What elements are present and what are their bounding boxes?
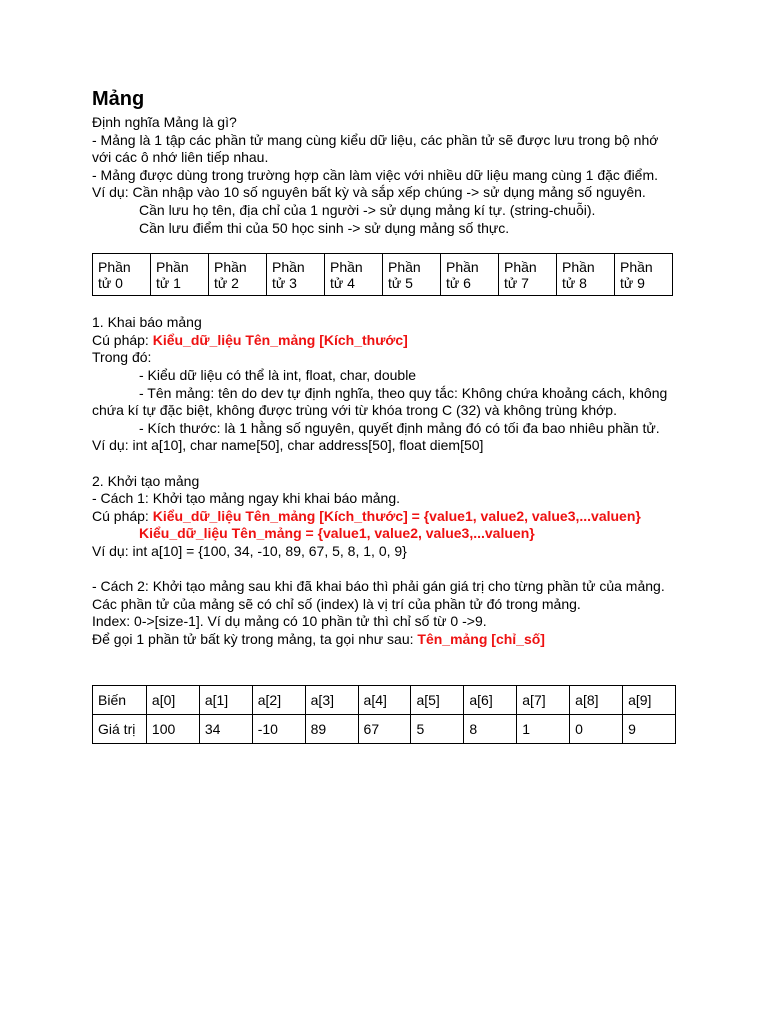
section2-way2: - Cách 2: Khởi tạo mảng sau khi đã khai báo thì phải gán giá trị cho từng phần tử của mảng. [92, 578, 665, 595]
value-cell: 89 [305, 715, 358, 744]
element-cell: Phần tử 8 [557, 254, 615, 296]
element-cell: Phần tử 4 [325, 254, 383, 296]
intro-indented-line: Cần lưu điểm thi của 50 học sinh -> sử dụng mảng số thực. [139, 219, 510, 236]
intro-line: Ví dụ: Cần nhập vào 10 số nguyên bất kỳ và sắp xếp chúng -> sử dụng mảng số nguyên. [92, 184, 646, 201]
section2-heading: 2. Khởi tạo mảng [92, 472, 200, 489]
name-cell: a[0] [146, 686, 199, 715]
section1-heading: 1. Khai báo mảng [92, 314, 202, 331]
section1-bullet: - Kích thước: là 1 hằng số nguyên, quyết định mảng đó có tối đa bao nhiêu phần tử. [139, 419, 660, 436]
section1-bullet: - Kiểu dữ liệu có thể là int, float, char, double [139, 366, 417, 383]
element-cell: Phần tử 2 [209, 254, 267, 296]
section2-syntax-alt [92, 525, 692, 543]
section2-index-line: Các phần tử của mảng sẽ có chỉ số (index) là vị trí của phần tử đó trong mảng. [92, 595, 581, 612]
name-cell: a[6] [464, 686, 517, 715]
document-page [92, 86, 692, 744]
element-cell: Phần tử 3 [267, 254, 325, 296]
intro-line: Định nghĩa Mảng là gì? [92, 114, 237, 130]
value-cell: -10 [252, 715, 305, 744]
value-cell: 1 [517, 715, 570, 744]
section1-where: Trong đó: [92, 349, 152, 366]
element-table-row [93, 254, 673, 296]
name-cell: a[1] [199, 686, 252, 715]
element-cell: Phần tử 1 [151, 254, 209, 296]
name-cell: a[8] [570, 686, 623, 715]
syntax-highlight: Kiểu_dữ_liệu Tên_mảng [Kích_thước] = {value1, value2, value3,...valuen} [152, 507, 641, 524]
section2-way1: - Cách 1: Khởi tạo mảng ngay khi khai báo mảng. [92, 490, 401, 507]
syntax-highlight: Kiểu_dữ_liệu Tên_mảng [Kích_thước] [152, 331, 408, 348]
element-cell: Phần tử 6 [441, 254, 499, 296]
intro-line: với các ô nhớ liên tiếp nhau. [92, 149, 269, 166]
value-table-row-values [93, 715, 676, 744]
value-cell: 34 [199, 715, 252, 744]
value-table-row-names [93, 686, 676, 715]
row-header: Biến [93, 686, 147, 715]
element-cell: Phần tử 9 [615, 254, 673, 296]
section2-index-range: Index: 0->[size-1]. Ví dụ mảng có 10 phần tử thì chỉ số từ 0 ->9. [92, 613, 487, 630]
value-cell: 67 [358, 715, 411, 744]
name-cell: a[2] [252, 686, 305, 715]
element-cell: Phần tử 0 [93, 254, 151, 296]
intro-line: - Mảng là 1 tập các phần tử mang cùng kiểu dữ liệu, các phần tử sẽ được lưu trong bộ nhớ [92, 131, 659, 148]
intro-line: - Mảng được dùng trong trường hợp cần làm việc với nhiều dữ liệu mang cùng 1 đặc điểm. [92, 166, 659, 183]
element-cell: Phần tử 5 [383, 254, 441, 296]
element-table [92, 253, 673, 296]
value-cell: 100 [146, 715, 199, 744]
section2-syntax: Cú pháp: Kiểu_dữ_liệu Tên_mảng [Kích_thước] = {value1, value2, value3,...valuen} [92, 507, 641, 524]
value-cell: 9 [623, 715, 676, 744]
page-title: Mảng [92, 88, 145, 110]
section1-example: Ví dụ: int a[10], char name[50], char address[50], float diem[50] [92, 437, 484, 454]
element-cell: Phần tử 7 [499, 254, 557, 296]
syntax-highlight: Tên_mảng [chỉ_số] [417, 630, 545, 647]
section1-bullet-cont: chứa kí tự đặc biệt, không được trùng với từ khóa trong C (32) và không trùng khớp. [92, 402, 617, 419]
section2-example: Ví dụ: int a[10] = {100, 34, -10, 89, 67, 5, 8, 1, 0, 9} [92, 542, 407, 559]
value-table [92, 685, 676, 744]
name-cell: a[7] [517, 686, 570, 715]
value-cell: 5 [411, 715, 464, 744]
syntax-highlight: Kiểu_dữ_liệu Tên_mảng = {value1, value2, value3,...valuen} [139, 525, 535, 542]
section2-access: Để gọi 1 phần tử bất kỳ trong mảng, ta gọi như sau: Tên_mảng [chỉ_số] [92, 630, 545, 647]
name-cell: a[5] [411, 686, 464, 715]
name-cell: a[3] [305, 686, 358, 715]
intro-indented-line: Cần lưu họ tên, địa chỉ của 1 người -> sử dụng mảng kí tự. (string-chuỗi). [139, 201, 596, 218]
name-cell: a[9] [623, 686, 676, 715]
section1-syntax: Cú pháp: Kiểu_dữ_liệu Tên_mảng [Kích_thước] [92, 331, 408, 348]
section1-bullet: - Tên mảng: tên do dev tự định nghĩa, theo quy tắc: Không chứa khoảng cách, không [139, 384, 668, 401]
value-cell: 8 [464, 715, 517, 744]
row-header: Giá trị [93, 715, 147, 744]
name-cell: a[4] [358, 686, 411, 715]
value-cell: 0 [570, 715, 623, 744]
